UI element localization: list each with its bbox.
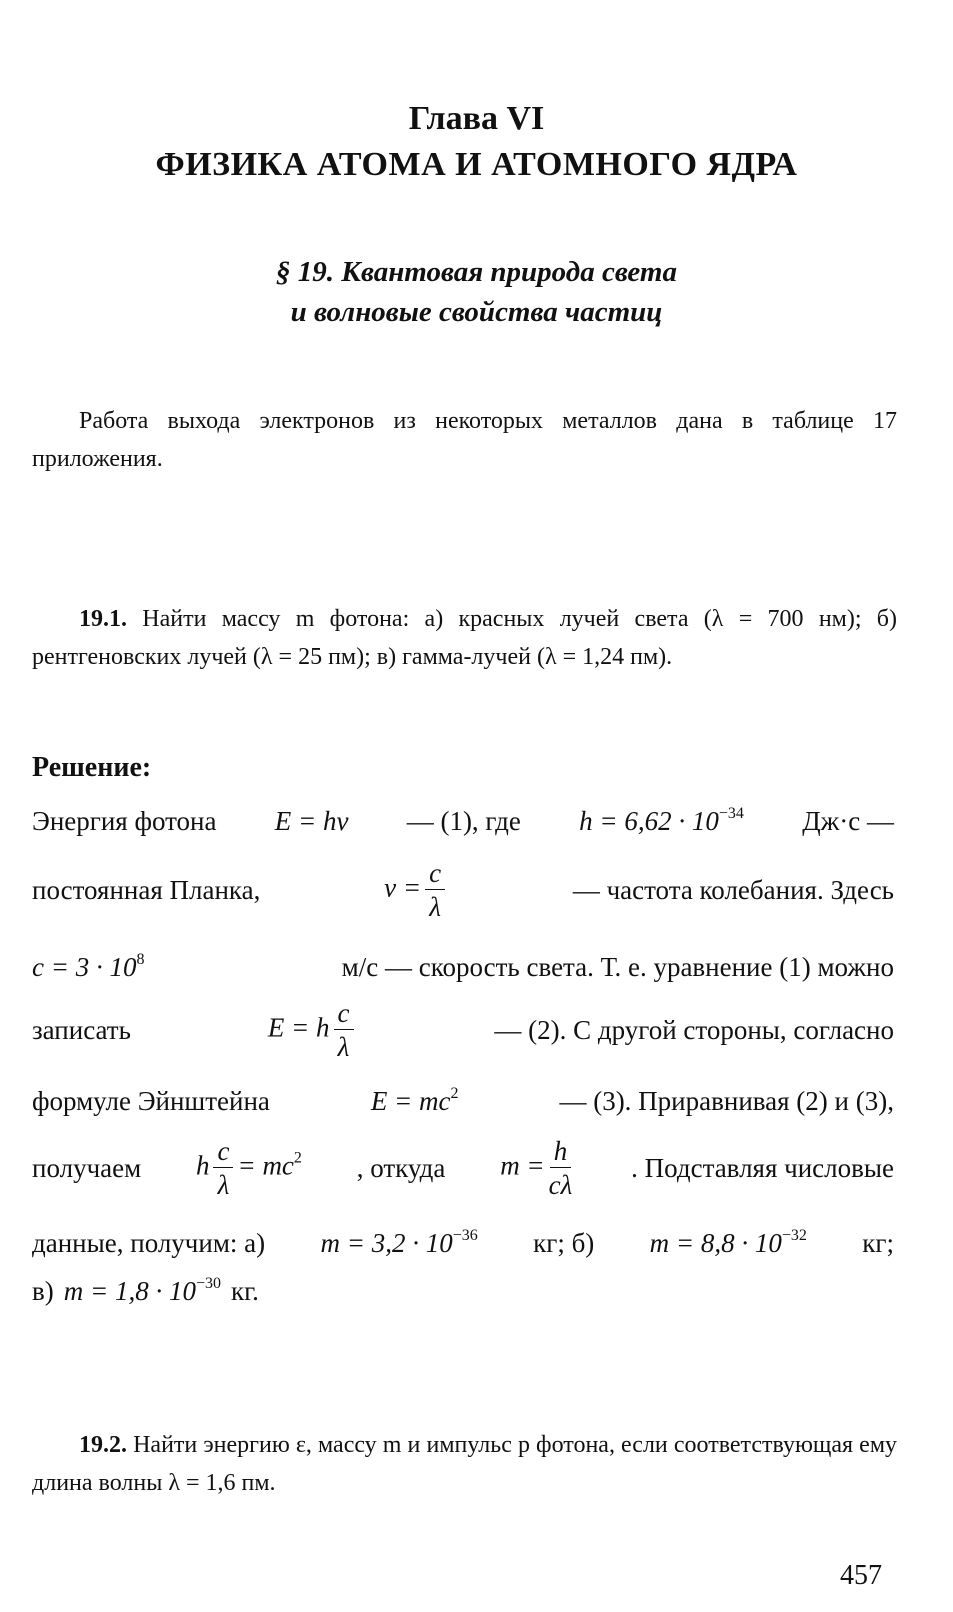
numerator: c xyxy=(213,1138,233,1168)
formula-base: c = 3 · 10 xyxy=(32,952,137,982)
exponent: −30 xyxy=(195,1275,221,1292)
denominator: λ xyxy=(217,1170,230,1200)
formula-base: = mc xyxy=(237,1150,294,1181)
text: формуле Эйнштейна xyxy=(32,1086,270,1116)
formula-base: E = mc xyxy=(370,1086,451,1116)
problem-text: Найти энергию ε, массу m и импульс p фотона, если соответствующая ему длина волны λ = 1,6 пм. xyxy=(32,1432,898,1496)
formula-base: E = h xyxy=(267,1012,330,1043)
exponent: 2 xyxy=(293,1149,302,1167)
formula-base: h = 6,62 · 10 xyxy=(579,806,719,836)
formula xyxy=(196,1138,302,1199)
solution-line-1 xyxy=(32,806,894,837)
text: Дж·с — xyxy=(802,806,894,836)
solution-line-5 xyxy=(32,1086,894,1117)
solution-line-2 xyxy=(32,860,894,921)
formula: E = hν xyxy=(274,806,349,836)
formula xyxy=(268,1000,358,1061)
intro-paragraph: Работа выхода электронов из некоторых металлов дана в таблице 17 приложения. xyxy=(32,408,897,472)
fraction xyxy=(213,1138,233,1199)
formula xyxy=(579,806,744,837)
text: — (3). Приравнивая (2) и (3), xyxy=(559,1086,894,1116)
text: кг; б) xyxy=(533,1228,595,1258)
text: получаем xyxy=(32,1153,142,1183)
fraction xyxy=(549,1138,573,1199)
text: Энергия фотона xyxy=(32,806,217,836)
formula-base: m = xyxy=(500,1150,545,1181)
solution-line-8 xyxy=(32,1276,894,1307)
formula-base: m = 1,8 · 10 xyxy=(63,1276,196,1306)
page-number: 457 xyxy=(840,1560,882,1591)
numerator: h xyxy=(550,1138,572,1168)
text: записать xyxy=(32,1015,131,1045)
numerator: c xyxy=(334,1000,354,1030)
formula xyxy=(321,1228,478,1259)
text: кг; xyxy=(862,1228,894,1258)
problem-text: Найти массу m фотона: а) красных лучей света (λ = 700 нм); б) рентгеновских лучей (λ = 25 пм); в) гамма-лучей (λ = 1,24 пм). xyxy=(32,606,898,670)
formula-base: h xyxy=(195,1150,210,1181)
formula xyxy=(371,1086,459,1117)
exponent: −32 xyxy=(781,1227,807,1244)
denominator: λ xyxy=(429,892,441,922)
exponent: 2 xyxy=(450,1085,459,1102)
chapter-title: Глава VI xyxy=(408,100,545,137)
formula-base: m = 3,2 · 10 xyxy=(320,1228,453,1258)
formula-base: ν = xyxy=(384,872,422,903)
solution-heading: Решение: xyxy=(32,752,152,783)
formula xyxy=(650,1228,807,1259)
text: , откуда xyxy=(356,1153,446,1183)
exponent: −34 xyxy=(718,805,744,822)
solution-line-4 xyxy=(32,1000,894,1061)
formula xyxy=(500,1138,576,1199)
solution-line-6 xyxy=(32,1138,894,1199)
exponent: 8 xyxy=(136,951,145,968)
text: постоянная Планка, xyxy=(32,875,261,905)
formula xyxy=(384,860,449,921)
denominator: λ xyxy=(337,1032,350,1062)
problem-19-2 xyxy=(32,1426,897,1502)
formula xyxy=(64,1276,221,1307)
chapter-subtitle: ФИЗИКА АТОМА И АТОМНОГО ЯДРА xyxy=(155,146,798,183)
problem-number: 19.2. xyxy=(79,1432,127,1458)
section-heading-line1: § 19. Квантовая природа света xyxy=(276,256,677,288)
section-heading-line2: и волновые свойства частиц xyxy=(290,296,663,328)
problem-19-1 xyxy=(32,600,897,676)
fraction xyxy=(425,860,445,921)
text: кг. xyxy=(231,1276,259,1306)
solution-line-7 xyxy=(32,1228,894,1259)
formula xyxy=(32,952,144,983)
denominator: cλ xyxy=(548,1170,573,1200)
section-heading xyxy=(0,252,953,332)
fraction xyxy=(334,1000,354,1061)
text: — частота колебания. Здесь xyxy=(572,875,894,905)
numerator: c xyxy=(425,860,445,890)
text: — (1), где xyxy=(406,806,521,836)
text: в) xyxy=(32,1276,54,1306)
solution-line-3 xyxy=(32,952,894,983)
text: данные, получим: а) xyxy=(32,1228,266,1258)
text: м/с — скорость света. Т. е. уравнение (1) можно xyxy=(341,952,894,982)
text: — (2). С другой стороны, согласно xyxy=(494,1015,894,1045)
problem-number: 19.1. xyxy=(79,606,127,632)
exponent: −36 xyxy=(452,1227,478,1244)
formula-base: m = 8,8 · 10 xyxy=(649,1228,782,1258)
text: . Подставляя числовые xyxy=(631,1153,894,1183)
